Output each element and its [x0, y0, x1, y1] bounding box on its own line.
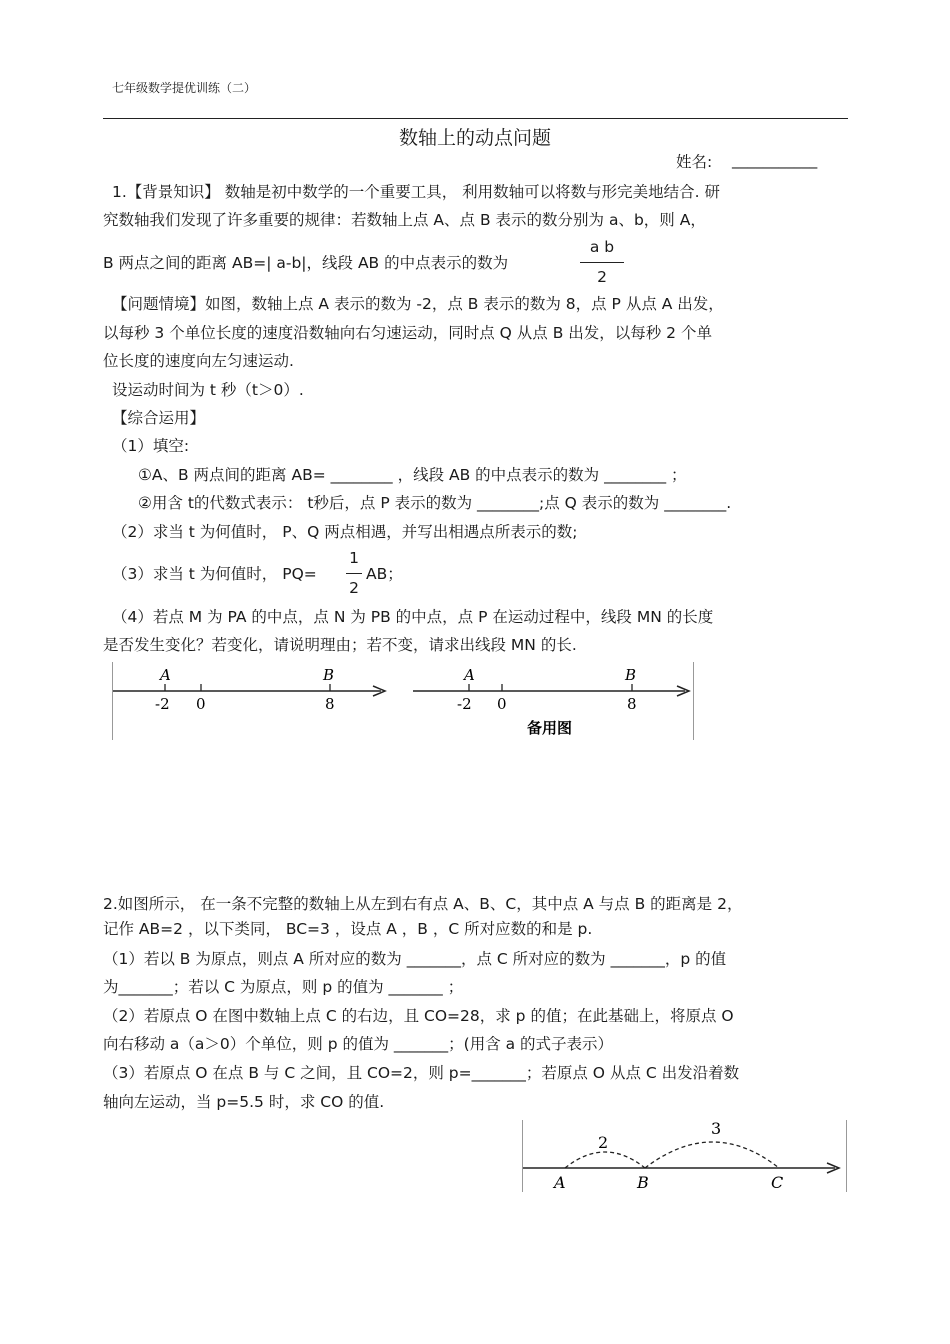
q1-line-13a: （3）求当 t 为何值时， PQ= [112, 565, 317, 583]
spare-point-a-label: A [464, 666, 475, 684]
arc-ab-label: 2 [598, 1133, 609, 1152]
q1-line-11: ②用含 t的代数式表示： t秒后，点 P 表示的数为 ________;点 Q 表示的数为 ________. [138, 494, 732, 512]
half-bar [346, 573, 362, 574]
point-a-label: A [554, 1173, 566, 1192]
spare-tick-label-b: 8 [627, 695, 637, 713]
q1-line-5: 以每秒 3 个单位长度的速度沿数轴向右匀速运动，同时点 Q 从点 B 出发，以每秒 2 个单 [103, 324, 712, 342]
name-label: 姓名: [676, 153, 713, 171]
q1-line-4: 【问题情境】如图，数轴上点 A 表示的数为 -2，点 B 表示的数为 8，点 P 从点 A 出发， [112, 295, 724, 313]
spare-point-b-label: B [625, 666, 637, 684]
q2-line-4: 为_______；若以 C 为原点，则 p 的值为 _______ ； [103, 978, 464, 996]
q1-line-15: 是否发生变化？若变化，请说明理由；若不变，请求出线段 MN 的长. [103, 636, 577, 654]
q1-line-9: （1）填空: [112, 437, 190, 455]
page-title: 数轴上的动点问题 [398, 127, 551, 149]
half-numerator: 1 [349, 549, 359, 567]
spare-tick-label-zero: 0 [497, 695, 507, 713]
midpoint-fraction [578, 238, 626, 290]
number-line-left [113, 666, 385, 713]
q1-line-12: （2）求当 t 为何值时， P、Q 两点相遇，并写出相遇点所表示的数; [112, 523, 578, 541]
q2-number-line-svg [523, 1120, 846, 1192]
header-rule [103, 118, 848, 119]
q2-line-7: （3）若原点 O 在点 B 与 C 之间，且 CO=2，则 p=_______；若原点 O 从点 C 出发沿着数 [103, 1064, 740, 1082]
q1-line-6: 位长度的速度向左匀速运动. [103, 352, 294, 370]
spare-tick-label-a: -2 [457, 695, 472, 713]
spare-figure-caption: 备用图 [527, 719, 573, 737]
q1-line-1: 1.【背景知识】 数轴是初中数学的一个重要工具， 利用数轴可以将数与形完美地结合. 研 [112, 183, 720, 201]
arc-ab [565, 1152, 645, 1168]
fraction-numerator: a b [589, 238, 615, 256]
q1-line-8: 【综合运用】 [112, 409, 206, 427]
point-a-label: A [160, 666, 171, 684]
arc-bc-label: 3 [711, 1120, 722, 1138]
header-course: 七年级数学提优训练（二） [112, 81, 257, 95]
half-fraction [344, 549, 364, 601]
q1-number-line-svg [113, 662, 693, 740]
point-b-label: B [637, 1173, 649, 1192]
q2-line-2: 记作 AB=2 ，以下类同， BC=3 ，设点 A ，B ，C 所对应数的和是 p. [103, 920, 593, 938]
q1-number-line-figure [112, 662, 694, 740]
q2-number-line-figure [522, 1120, 847, 1192]
q1-line-3: B 两点之间的距离 AB=| a-b|，线段 AB 的中点表示的数为 [103, 254, 509, 272]
tick-label-a: -2 [155, 695, 170, 713]
q1-line-14: （4）若点 M 为 PA 的中点，点 N 为 PB 的中点，点 P 在运动过程中，线段 MN 的长度 [112, 608, 714, 626]
q2-line-5: （2）若原点 O 在图中数轴上点 C 的右边，且 CO=28，求 p 的值；在此基础上，将原点 O [103, 1007, 734, 1025]
q2-line-8: 轴向左运动，当 p=5.5 时，求 CO 的值. [103, 1093, 385, 1111]
q1-line-7: 设运动时间为 t 秒（t＞0）. [112, 381, 304, 399]
tick-label-zero: 0 [196, 695, 206, 713]
fraction-denominator: 2 [597, 268, 607, 286]
q2-line-1: 2.如图所示， 在一条不完整的数轴上从左到右有点 A、B、C，其中点 A 与点 B 的距离是 2， [103, 895, 743, 913]
fraction-bar [580, 262, 624, 263]
q1-line-2: 究数轴我们发现了许多重要的规律：若数轴上点 A、点 B 表示的数分别为 a、b，则 A， [103, 211, 706, 229]
arc-bc [645, 1142, 779, 1168]
half-denominator: 2 [349, 579, 359, 597]
point-c-label: C [771, 1173, 784, 1192]
q1-line-13b: AB； [366, 565, 403, 583]
name-blank: ___________ [732, 151, 818, 169]
q2-line-6: 向右移动 a（a＞0）个单位，则 p 的值为 _______；(用含 a 的式子表示） [103, 1035, 614, 1053]
number-line-right [413, 666, 689, 737]
q2-line-3: （1）若以 B 为原点，则点 A 所对应的数为 _______，点 C 所对应的数为 _______，p 的值 [103, 950, 727, 968]
tick-label-b: 8 [325, 695, 335, 713]
point-b-label: B [323, 666, 335, 684]
q1-line-10: ①A、B 两点间的距离 AB= ________ ，线段 AB 的中点表示的数为 ________ ； [138, 466, 687, 484]
